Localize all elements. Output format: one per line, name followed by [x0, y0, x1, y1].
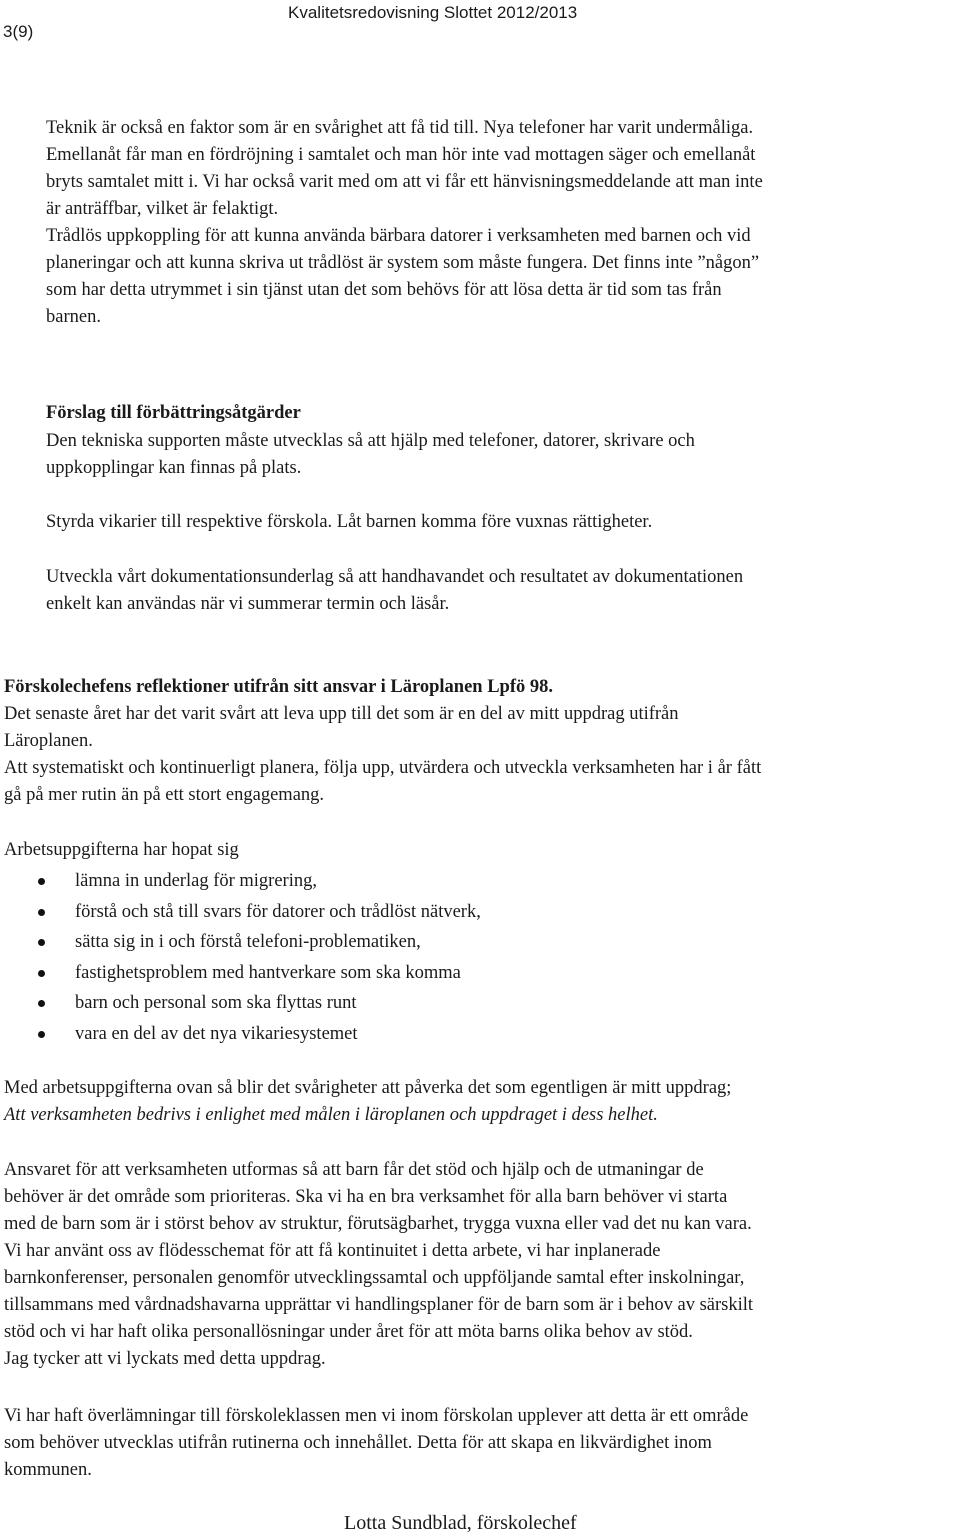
list-item-text: vara en del av det nya vikariesystemet	[75, 1023, 358, 1044]
proposal-paragraph	[46, 428, 951, 482]
text-line: barnen.	[46, 307, 101, 327]
signature: Lotta Sundblad, förskolechef	[344, 1512, 577, 1534]
text-line: Läroplanen.	[4, 731, 93, 751]
text-line: Med arbetsuppgifterna ovan så blir det svårigheter att påverka det som egentligen är mitt uppdrag;	[4, 1078, 732, 1098]
text-line: Den tekniska supporten måste utvecklas så att hjälp med telefoner, datorer, skrivare och	[46, 431, 695, 451]
text-line: behöver är det område som prioriteras. Ska vi ha en bra verksamhet för alla barn behöver vi starta	[4, 1187, 728, 1207]
list-item	[0, 958, 481, 989]
italic-statement: Att verksamheten bedrivs i enlighet med målen i läroplanen och uppdraget i dess helhet.	[4, 1105, 658, 1125]
text-line: Vi har haft överlämningar till förskoleklassen men vi inom förskolan upplever att detta är ett område	[4, 1406, 749, 1426]
responsibility-paragraph	[4, 1157, 956, 1373]
list-item-text: barn och personal som ska flyttas runt	[75, 993, 357, 1013]
list-item-text: förstå och stå till svars för datorer och trådlöst nätverk,	[75, 901, 481, 922]
text-line: barnkonferenser, personalen genomför utvecklingssamtal och uppföljande samtal efter inskolningar,	[4, 1268, 745, 1288]
reflections-paragraph	[4, 701, 956, 809]
tasks-intro: Arbetsuppgifterna har hopat sig	[4, 840, 239, 860]
document-title: Kvalitetsredovisning Slottet 2012/2013	[288, 3, 578, 22]
reflections-heading: Förskolechefens reflektioner utifrån sitt ansvar i Läroplanen Lpfö 98.	[4, 677, 554, 697]
technology-paragraph	[46, 115, 951, 331]
bullet-icon	[38, 909, 45, 916]
list-item-text: fastighetsproblem med hantverkare som ska komma	[75, 962, 461, 983]
list-item-text: sätta sig in i och förstå telefoni-problematiken,	[75, 932, 421, 952]
bullet-icon	[38, 970, 45, 977]
text-line: är anträffbar, vilket är felaktigt.	[46, 199, 279, 219]
consequence-paragraph	[4, 1075, 956, 1129]
text-line: Ansvaret för att verksamheten utformas så att barn får det stöd och hjälp och de utmaningar de	[4, 1160, 704, 1180]
list-item	[0, 897, 481, 928]
text-line: bryts samtalet mitt i. Vi har också varit med om att vi får ett hänvisningsmeddelande att man inte	[46, 172, 763, 192]
text-line: som har detta utrymmet i sin tjänst utan det som behövs för att lösa detta är tid som tas från	[46, 280, 722, 300]
proposals-heading: Förslag till förbättringsåtgärder	[46, 403, 301, 423]
tasks-list	[0, 866, 481, 1049]
text-line: tillsammans med vårdnadshavarna upprättar vi handlingsplaner för de barn som är i behov av särskilt	[4, 1295, 754, 1315]
text-line: Emellanåt får man en fördröjning i samtalet och man hör inte vad mottagen säger och emellanåt	[46, 145, 756, 165]
text-line: kommunen.	[4, 1460, 92, 1480]
proposal-paragraph	[46, 564, 951, 618]
text-line: Det senaste året har det varit svårt att leva upp till det som är en del av mitt uppdrag utifrån	[4, 704, 679, 724]
list-item-text: lämna in underlag för migrering,	[75, 871, 317, 891]
text-line: Teknik är också en faktor som är en svårighet att få tid till. Nya telefoner har varit undermåliga.	[46, 118, 754, 138]
text-line: gå på mer rutin än på ett stort engagemang.	[4, 785, 325, 805]
text-line: Utveckla vårt dokumentationsunderlag så att handhavandet och resultatet av dokumentationen	[46, 567, 744, 587]
text-line: planeringar och att kunna skriva ut trådlöst är system som måste fungera. Det finns inte ”någon”	[46, 253, 760, 273]
list-item	[0, 988, 481, 1019]
text-line: Vi har använt oss av flödesschemat för att få kontinuitet i detta arbete, vi har inplanerade	[4, 1241, 661, 1261]
list-item	[0, 927, 481, 958]
text-line: med de barn som är i störst behov av struktur, förutsägbarhet, trygga vuxna eller vad det nu kan vara.	[4, 1214, 752, 1234]
bullet-icon	[38, 939, 45, 946]
text-line: Att systematiskt och kontinuerligt planera, följa upp, utvärdera och utveckla verksamheten har i år fått	[4, 758, 762, 778]
bullet-icon	[38, 1031, 45, 1038]
list-item	[0, 1019, 481, 1050]
text-line: stöd och vi har haft olika personallösningar under året för att möta barns olika behov av stöd.	[4, 1322, 693, 1342]
page-number: 3(9)	[3, 22, 34, 41]
bullet-icon	[38, 878, 45, 885]
transition-paragraph	[4, 1403, 956, 1484]
text-line: enkelt kan användas när vi summerar termin och läsår.	[46, 594, 450, 614]
text-line: Trådlös uppkoppling för att kunna använda bärbara datorer i verksamheten med barnen och vid	[46, 226, 751, 246]
text-line: som behöver utvecklas utifrån rutinerna och innehållet. Detta för att skapa en likvärdighet inom	[4, 1433, 712, 1453]
proposal-paragraph: Styrda vikarier till respektive förskola. Låt barnen komma före vuxnas rättigheter.	[46, 512, 653, 532]
list-item	[0, 866, 481, 897]
bullet-icon	[38, 1000, 45, 1007]
text-line: Jag tycker att vi lyckats med detta uppdrag.	[4, 1349, 326, 1369]
text-line: uppkopplingar kan finnas på plats.	[46, 458, 302, 478]
